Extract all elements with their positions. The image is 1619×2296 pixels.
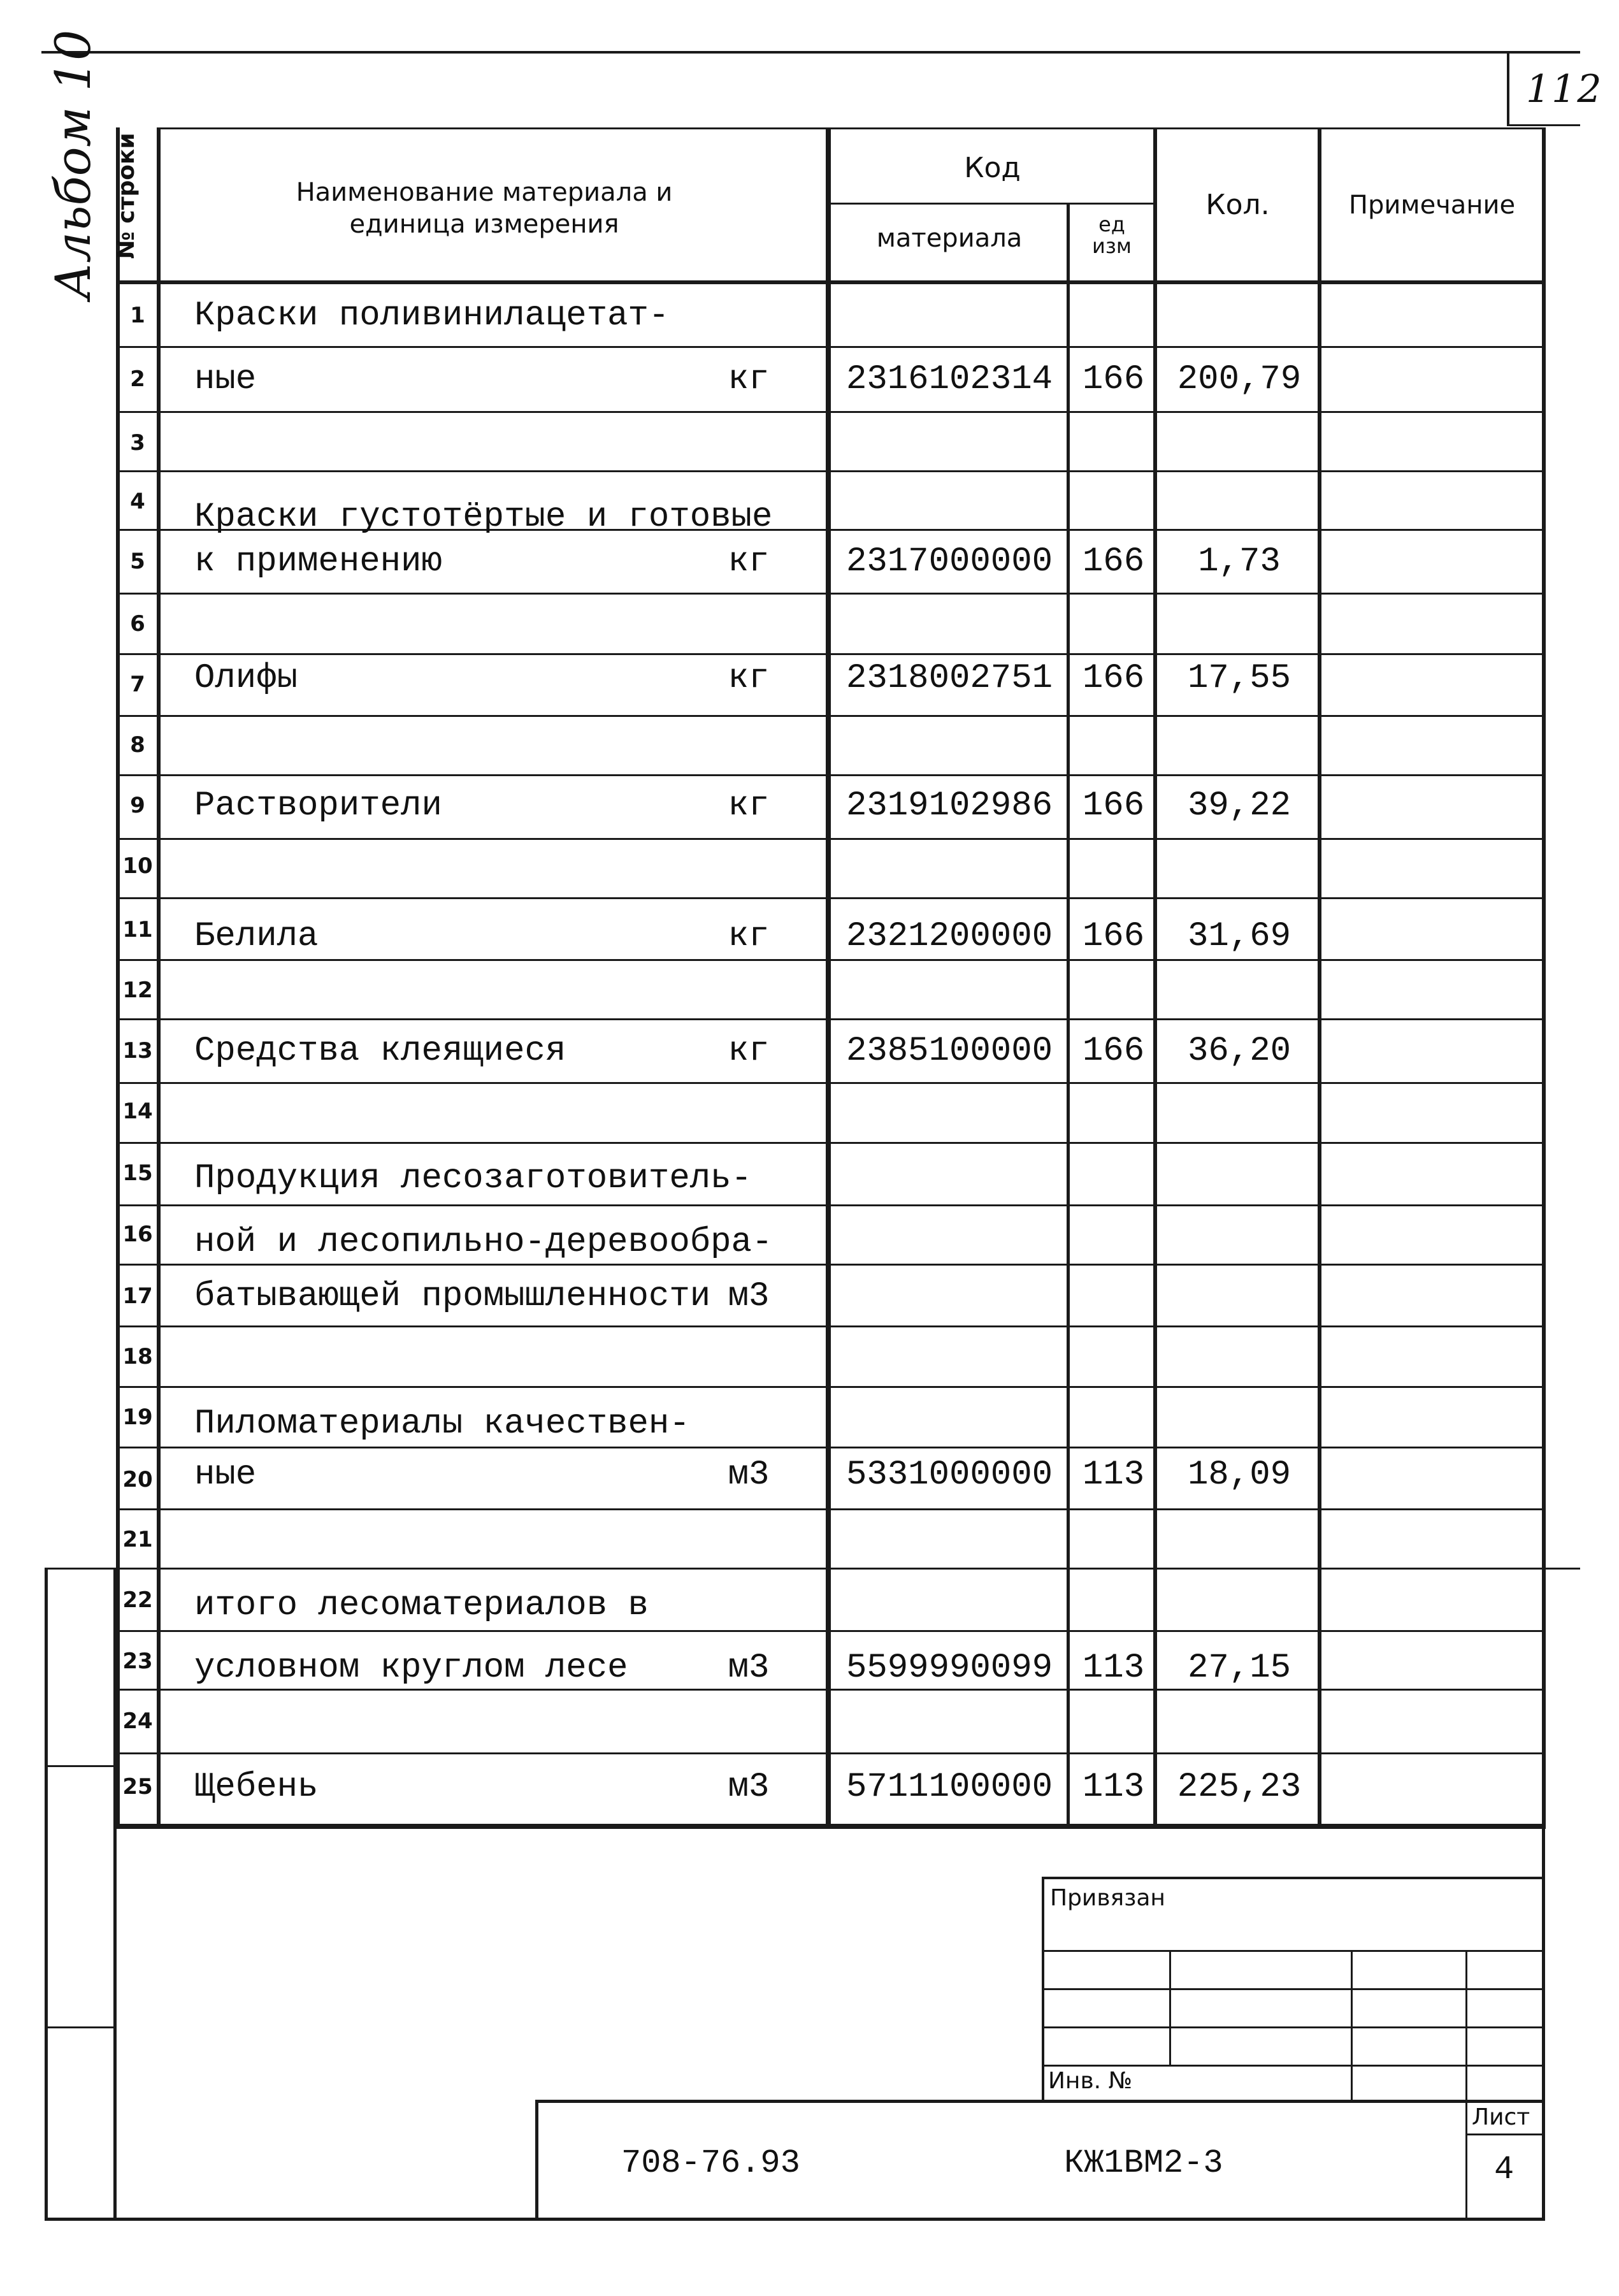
- row-number: 1: [130, 303, 145, 328]
- stamp-col-line: [1169, 1950, 1171, 2065]
- page-bottom-line: [45, 2218, 1545, 2221]
- quantity: 200,79: [1177, 359, 1302, 399]
- page-number-box-edge: [1507, 52, 1509, 126]
- unit: м3: [728, 1276, 770, 1316]
- main-stamp-top: [535, 2100, 1545, 2103]
- stamp-row-line: [1042, 2026, 1545, 2028]
- row-line: [116, 838, 1546, 840]
- quantity: 31,69: [1187, 916, 1292, 956]
- note-header: Примечание: [1348, 191, 1516, 220]
- row-number: 10: [122, 853, 153, 879]
- quantity: 39,22: [1187, 786, 1292, 825]
- row-line: [116, 715, 1546, 717]
- row-line: [116, 593, 1546, 595]
- material-name: итого лесоматериалов в: [194, 1585, 649, 1625]
- quantity-header: Кол.: [1205, 189, 1270, 221]
- page-number-box-bottom: [1507, 124, 1580, 126]
- material-name: батывающей промышленности: [194, 1276, 711, 1316]
- row-line: [116, 1752, 1546, 1754]
- quantity: 27,15: [1187, 1648, 1292, 1687]
- name-header-line1: Наименование материала и: [296, 178, 673, 207]
- unit: м3: [728, 1648, 770, 1687]
- unit-code: 166: [1082, 359, 1145, 399]
- material-name: Средства клеящиеся: [194, 1031, 566, 1071]
- row-number: 11: [122, 917, 153, 942]
- material-name: Продукция лесозаготовитель-: [194, 1159, 752, 1198]
- material-code: 2318002751: [845, 658, 1053, 698]
- stamp-row-line: [1042, 1950, 1545, 1952]
- stamp-row-line: [1042, 2065, 1545, 2067]
- binding-strip-divider: [45, 2026, 116, 2028]
- page-number: 112: [1526, 67, 1603, 112]
- row-number: 4: [130, 489, 145, 514]
- row-number: 3: [130, 430, 145, 456]
- material-name: ной и лесопильно-деревообра-: [194, 1222, 773, 1262]
- row-number: 15: [122, 1160, 153, 1186]
- row-number: 8: [130, 732, 145, 758]
- unit: м3: [728, 1455, 770, 1494]
- unit: кг: [728, 1031, 770, 1071]
- row-line: [116, 897, 1546, 899]
- material-name: ные: [194, 359, 257, 399]
- row-line: [116, 411, 1546, 413]
- binding-strip-left: [45, 1568, 48, 2221]
- row-number: 14: [122, 1099, 153, 1124]
- sheet-number: 4: [1494, 2151, 1515, 2188]
- unit-code: 166: [1082, 916, 1145, 956]
- table-bottom-line: [116, 1824, 1546, 1829]
- unit-code: 166: [1082, 658, 1145, 698]
- material-name: Пиломатериалы качествен-: [194, 1404, 690, 1443]
- row-number: 19: [122, 1404, 153, 1430]
- unit: кг: [728, 542, 770, 581]
- quantity: 17,55: [1187, 658, 1292, 698]
- unit-code: 113: [1082, 1767, 1145, 1807]
- material-code: 2316102314: [845, 359, 1053, 399]
- table-right-border: [1542, 127, 1546, 1829]
- code-subheader-line: [828, 203, 1156, 205]
- unit: кг: [728, 786, 770, 825]
- bound-label: Привязан: [1050, 1885, 1165, 1911]
- material-name: условном круглом лесе: [194, 1648, 628, 1687]
- quantity: 36,20: [1187, 1031, 1292, 1071]
- material-name: Белила: [194, 916, 319, 956]
- material-code-header: материала: [876, 224, 1023, 253]
- header-top-line: [161, 127, 1546, 129]
- top-rule: [41, 51, 1580, 54]
- unit-code: 166: [1082, 542, 1145, 581]
- material-name: Растворители: [194, 786, 442, 825]
- material-code: 5599990099: [845, 1648, 1053, 1687]
- material-code: 5711100000: [845, 1767, 1053, 1807]
- quantity: 1,73: [1198, 542, 1281, 581]
- row-number: 21: [122, 1527, 153, 1552]
- row-number: 2: [130, 366, 145, 392]
- row-number-header: № строки: [113, 133, 140, 259]
- binding-strip-right: [113, 1568, 117, 2221]
- unit-code-header: ед изм: [1092, 212, 1132, 258]
- row-number: 22: [122, 1587, 153, 1613]
- row-number: 18: [122, 1344, 153, 1369]
- material-code: 2385100000: [845, 1031, 1053, 1071]
- stamp-col-line: [1465, 1950, 1467, 2218]
- row-number: 6: [130, 611, 145, 637]
- row-number: 12: [122, 978, 153, 1003]
- material-name: Олифы: [194, 658, 298, 698]
- main-stamp-left: [535, 2100, 538, 2221]
- row-number: 25: [122, 1774, 153, 1800]
- material-name: Щебень: [194, 1767, 319, 1807]
- unit-code: 166: [1082, 1031, 1145, 1071]
- row-number: 13: [122, 1038, 153, 1064]
- material-name: Краски поливинилацетат-: [194, 296, 670, 335]
- stamp-right-line: [1542, 1829, 1545, 2221]
- sheet-label-line: [1465, 2134, 1545, 2135]
- code-col-border: [1067, 204, 1070, 1829]
- document-code: КЖ1ВМ2-3: [1064, 2144, 1223, 2182]
- row-number: 16: [122, 1222, 153, 1247]
- material-code: 2319102986: [845, 786, 1053, 825]
- row-number: 20: [122, 1467, 153, 1492]
- material-name: Краски густотёртые и готовые: [194, 497, 773, 537]
- unit: кг: [728, 359, 770, 399]
- binding-strip-divider: [45, 1765, 116, 1767]
- code-header: Код: [964, 152, 1021, 184]
- row-number: 24: [122, 1708, 153, 1734]
- row-number: 17: [122, 1283, 153, 1309]
- quantity: 18,09: [1187, 1455, 1292, 1494]
- row-line: [116, 1386, 1546, 1388]
- unit: м3: [728, 1767, 770, 1807]
- name-header-line2: единица измерения: [349, 210, 619, 239]
- row-number: 23: [122, 1649, 153, 1674]
- material-code: 2317000000: [845, 542, 1053, 581]
- stamp-row-line: [1042, 1988, 1545, 1990]
- unit-code: 166: [1082, 786, 1145, 825]
- row-line: [116, 1142, 1546, 1144]
- unit-code: 113: [1082, 1455, 1145, 1494]
- row-number: 7: [130, 672, 145, 697]
- stamp-top-line: [1042, 1877, 1545, 1879]
- unit-code: 113: [1082, 1648, 1145, 1687]
- material-name: к применению: [194, 542, 442, 581]
- row-number: 5: [130, 549, 145, 574]
- unit: кг: [728, 658, 770, 698]
- row-line: [116, 1082, 1546, 1084]
- row-number: 9: [130, 793, 145, 818]
- material-name: ные: [194, 1455, 257, 1494]
- row-line: [116, 1508, 1546, 1510]
- row-line: [116, 470, 1546, 472]
- inventory-number-label: Инв. №: [1048, 2068, 1133, 2094]
- project-code: 708-76.93: [621, 2144, 800, 2182]
- stamp-col-line: [1351, 1950, 1353, 2100]
- material-code: 2321200000: [845, 916, 1053, 956]
- rownum-col-border: [157, 127, 161, 1829]
- unit: кг: [728, 916, 770, 956]
- sheet-label: Лист: [1472, 2104, 1530, 2130]
- album-label: Альбом 10: [45, 29, 101, 300]
- material-code: 5331000000: [845, 1455, 1053, 1494]
- binding-strip-top: [45, 1568, 1580, 1570]
- quantity: 225,23: [1177, 1767, 1302, 1807]
